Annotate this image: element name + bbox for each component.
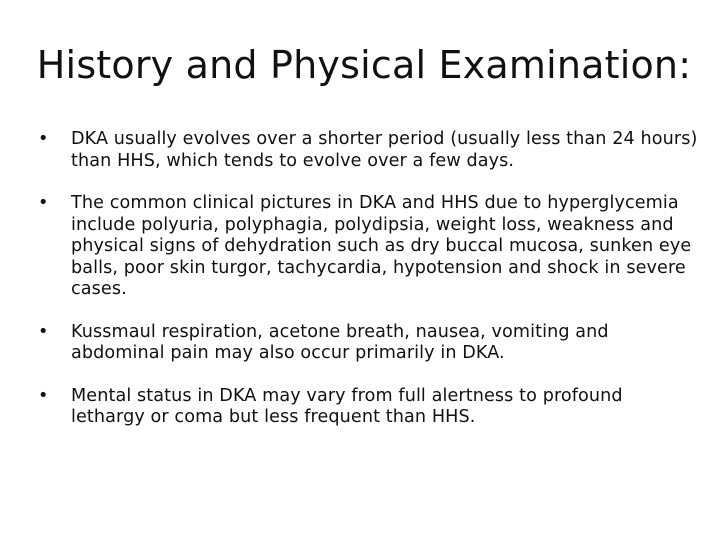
slide-title: History and Physical Examination:: [36, 43, 692, 87]
bullet-item: [36, 193, 698, 301]
bullet-marker: •: [38, 321, 49, 342]
bullet-text: Mental status in DKA may vary from full alertness to profound lethargy or coma but less frequent than HHS.: [71, 385, 623, 427]
bullet-text: DKA usually evolves over a shorter period (usually less than 24 hours) than HHS, which tends to evolve over a few days.: [71, 129, 698, 171]
bullet-item: [36, 129, 698, 172]
bullet-item: [36, 386, 698, 429]
bullet-text: The common clinical pictures in DKA and HHS due to hyperglycemia include polyuria, polyphagia, polydipsia, weight loss, weakness and physical signs of dehydration such as dry buccal mucosa, sunken eye balls, poor skin turgor, tachycardia, hypotension and shock in severe cases.: [71, 193, 692, 299]
bullet-marker: •: [38, 129, 49, 149]
bullet-list: [36, 129, 698, 450]
bullet-item: [36, 322, 698, 365]
bullet-marker: •: [38, 193, 49, 213]
bullet-text: Kussmaul respiration, acetone breath, nausea, vomiting and abdominal pain may also occur primarily in DKA.: [71, 321, 609, 363]
bullet-marker: •: [38, 385, 49, 406]
